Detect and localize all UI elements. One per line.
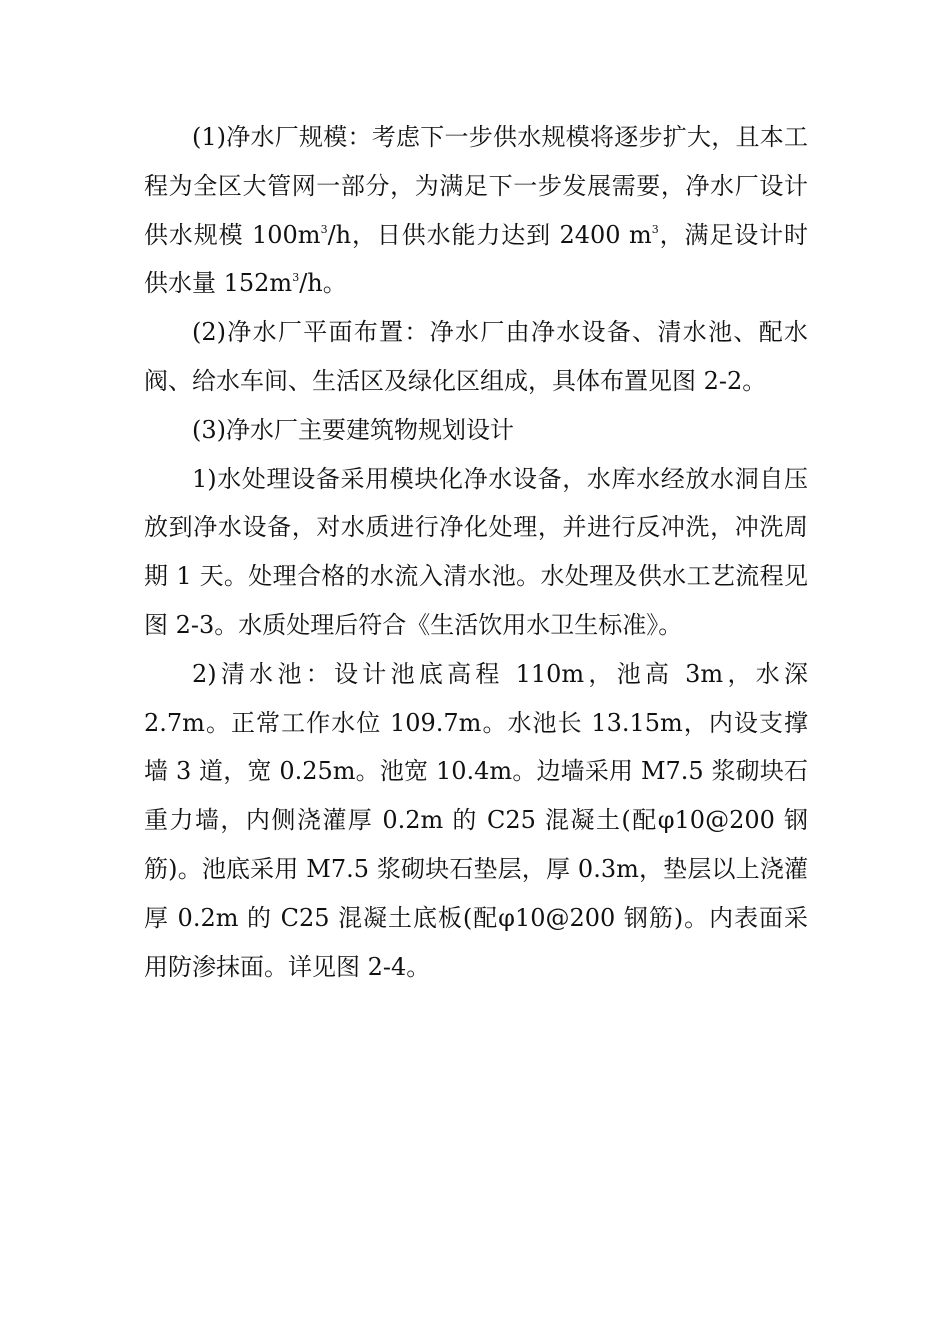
paragraph-p3	[144, 406, 808, 455]
text-segment: (1)净水厂规模：考虑下一步供水规模将逐步扩大，且本工程为全区大管网一部分，为满足下一步发展需要，净水厂设计供水规模 100m	[144, 123, 808, 249]
paragraph-p4	[144, 455, 808, 650]
superscript: 3	[320, 222, 328, 236]
text-segment: ，满足设计时供水量 152m	[144, 220, 809, 298]
document-body	[144, 113, 808, 991]
text-segment: 1)水处理设备采用模块化净水设备，水库水经放水洞自压放到净水设备，对水质进行净化处理，并进行反冲洗，冲洗周期 1 天。处理合格的水流入清水池。水处理及供水工艺流程见图 2-3。水质处理后符合《生活饮用水卫生标准》。	[144, 464, 808, 639]
superscript: 3	[651, 222, 659, 236]
paragraph-p1	[144, 113, 808, 308]
paragraph-p5	[144, 650, 808, 992]
text-segment: 2)清水池：设计池底高程 110m，池高 3m，水深 2.7m。正常工作水位 109.7m。水池长 13.15m，内设支撑墙 3 道，宽 0.25m。池宽 10.4m。边墙采用 M7.5 浆砌块石重力墙，内侧浇灌厚 0.2m 的 C25 混凝土(配φ10@200 钢筋)。池底采用 M7.5 浆砌块石垫层，厚 0.3m，垫层以上浇灌厚 0.2m 的 C25 混凝土底板(配φ10@200 钢筋)。内表面采用防渗抹面。详见图 2-4。	[144, 659, 808, 981]
text-segment: /h。	[299, 269, 347, 298]
text-segment: /h，日供水能力达到 2400 m	[327, 220, 652, 249]
paragraph-p2	[144, 308, 808, 406]
text-segment: (3)净水厂主要建筑物规划设计	[192, 415, 514, 444]
text-segment: (2)净水厂平面布置：净水厂由净水设备、清水池、配水阀、给水车间、生活区及绿化区组成，具体布置见图 2-2。	[144, 318, 808, 395]
superscript: 3	[292, 271, 300, 285]
